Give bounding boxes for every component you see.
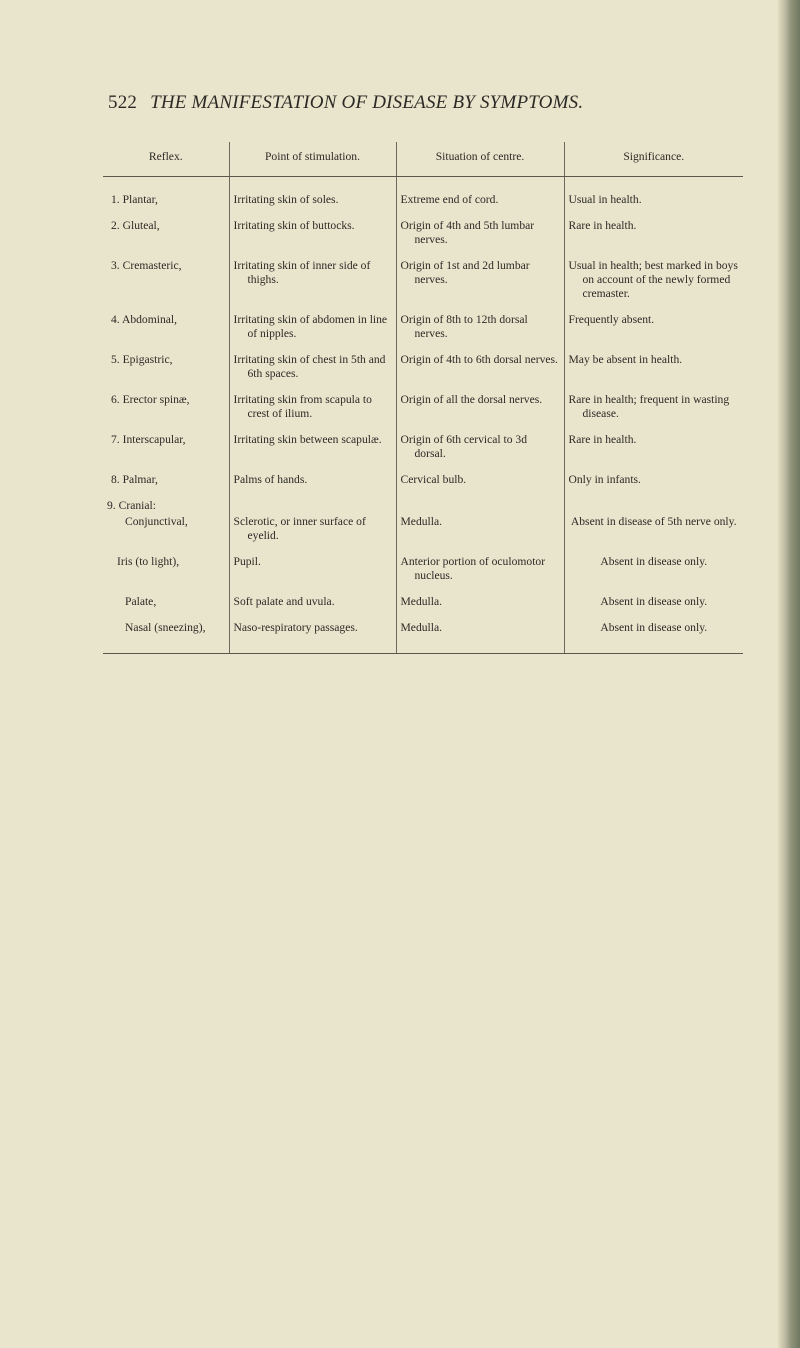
point-cell: Irritating skin between scapulæ. (229, 433, 396, 473)
column-header-significance: Significance. (564, 142, 743, 177)
column-header-point: Point of stimulation. (229, 142, 396, 177)
table-row (103, 219, 743, 259)
reflex-cell: 7. Interscapular, (111, 433, 186, 446)
significance-cell: Absent in disease only. (564, 555, 743, 595)
centre-cell: Cervical bulb. (396, 473, 564, 499)
centre-cell: Medulla. (396, 621, 564, 654)
reflex-cell: 5. Epigastric, (111, 353, 173, 366)
column-header-reflex: Reflex. (103, 142, 229, 177)
table-row (103, 555, 743, 595)
significance-cell: Rare in health; frequent in wasting disease. (564, 393, 743, 433)
table-row (103, 393, 743, 433)
centre-cell: Origin of 8th to 12th dorsal nerves. (396, 313, 564, 353)
point-cell: Irritating skin of abdomen in line of nipples. (229, 313, 396, 353)
table-row (103, 595, 743, 621)
significance-cell: Usual in health. (564, 177, 743, 220)
point-cell: Irritating skin of inner side of thighs. (229, 259, 396, 313)
table-row (103, 177, 743, 220)
page-edge-shadow (778, 0, 800, 1348)
reflex-cell: Conjunctival, (125, 515, 188, 528)
point-cell: Soft palate and uvula. (229, 595, 396, 621)
significance-cell: Rare in health. (564, 433, 743, 473)
page-header (108, 92, 748, 114)
centre-cell: Medulla. (396, 595, 564, 621)
significance-cell: May be absent in health. (564, 353, 743, 393)
point-cell: Naso-respiratory passages. (229, 621, 396, 654)
reflex-cell: 3. Cremasteric, (111, 259, 182, 272)
point-cell (229, 499, 396, 515)
reflex-cell: 8. Palmar, (111, 473, 158, 486)
reflex-cell: Iris (to light), (117, 555, 180, 568)
point-cell: Irritating skin of soles. (229, 177, 396, 220)
column-header-centre: Situation of centre. (396, 142, 564, 177)
centre-cell: Origin of 1st and 2d lumbar nerves. (396, 259, 564, 313)
table-row (103, 259, 743, 313)
reflex-cell: Palate, (125, 595, 157, 608)
significance-cell (564, 499, 743, 515)
centre-cell: Anterior portion of oculomotor nucleus. (396, 555, 564, 595)
centre-cell: Medulla. (396, 515, 564, 555)
point-cell: Sclerotic, or inner surface of eyelid. (229, 515, 396, 555)
significance-cell: Only in infants. (564, 473, 743, 499)
point-cell: Pupil. (229, 555, 396, 595)
significance-cell: Usual in health; best marked in boys on account of the newly formed cremaster. (564, 259, 743, 313)
running-title: THE MANIFESTATION OF DISEASE BY SYMPTOMS. (150, 92, 584, 113)
significance-cell: Absent in disease only. (564, 621, 743, 654)
point-cell: Palms of hands. (229, 473, 396, 499)
table-header-row (103, 142, 743, 177)
significance-cell: Absent in disease of 5th nerve only. (564, 515, 743, 555)
table-row (103, 353, 743, 393)
significance-cell: Rare in health. (564, 219, 743, 259)
table-row-cranial-heading (103, 499, 743, 515)
centre-cell: Origin of all the dorsal nerves. (396, 393, 564, 433)
reflex-cell: Nasal (sneezing), (103, 621, 229, 654)
reflex-cell: 4. Abdominal, (111, 313, 178, 326)
point-cell: Irritating skin from scapula to crest of ilium. (229, 393, 396, 433)
reflex-cell: 2. Gluteal, (111, 219, 160, 232)
significance-cell: Frequently absent. (564, 313, 743, 353)
significance-cell: Absent in disease only. (564, 595, 743, 621)
reflex-cell: 1. Plantar, (111, 193, 158, 206)
page-number: 522 (108, 92, 138, 113)
centre-cell: Origin of 6th cervical to 3d dorsal. (396, 433, 564, 473)
centre-cell: Origin of 4th and 5th lumbar nerves. (396, 219, 564, 259)
reflex-cell: 6. Erector spinæ, (111, 393, 190, 406)
table-row (103, 433, 743, 473)
point-cell: Irritating skin of chest in 5th and 6th spaces. (229, 353, 396, 393)
centre-cell: Extreme end of cord. (396, 177, 564, 220)
table-row (103, 621, 743, 654)
table-row (103, 313, 743, 353)
centre-cell (396, 499, 564, 515)
point-cell: Irritating skin of buttocks. (229, 219, 396, 259)
table-row (103, 515, 743, 555)
reflex-table (103, 142, 743, 654)
reflex-cell: 9. Cranial: (107, 499, 156, 512)
centre-cell: Origin of 4th to 6th dorsal nerves. (396, 353, 564, 393)
table-row (103, 473, 743, 499)
